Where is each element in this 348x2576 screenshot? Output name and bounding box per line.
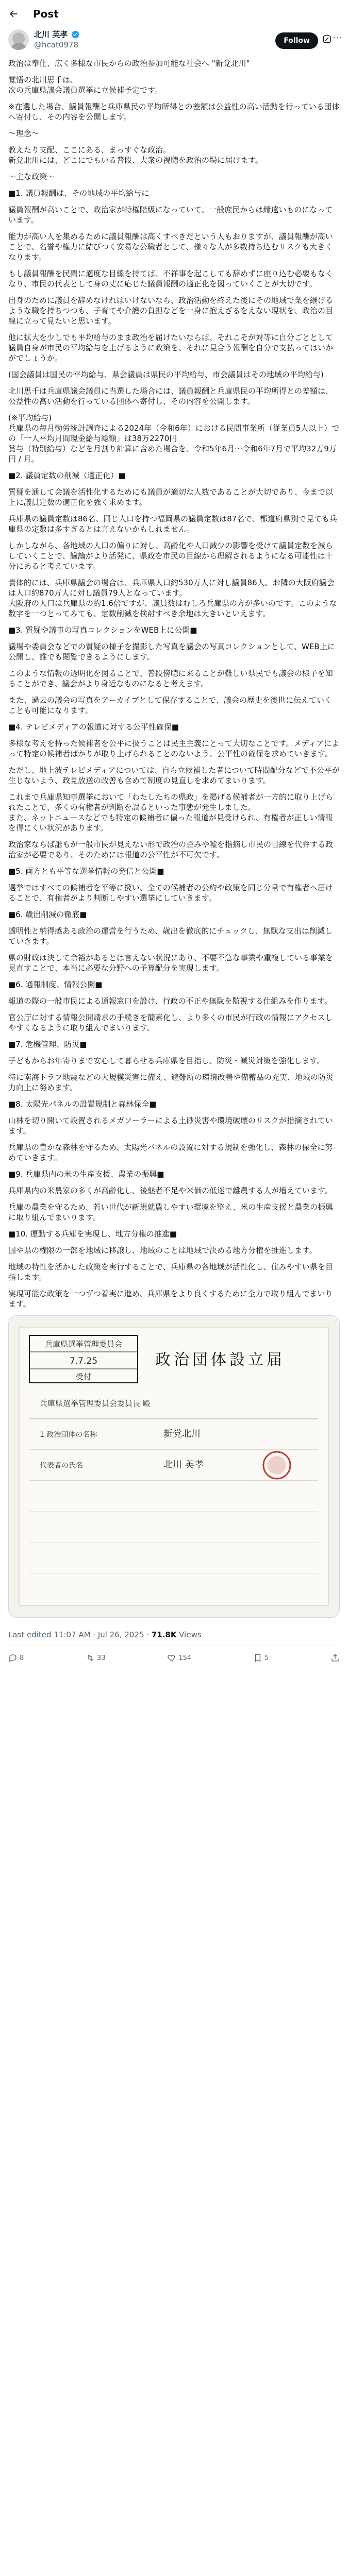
post-paragraph: 議場や委員会などでの質疑の様子を撮影した写真を議会の写真コレクションとして、WEB上に公開し、誰でも閲覧できるようにします。	[8, 642, 335, 662]
post-paragraph: 透明性と納得感ある政治の運営を行うため、歳出を徹底的にチェックし、無駄な支出は削減していきます。	[8, 926, 333, 946]
more-options-icon[interactable]: ⋯	[333, 32, 342, 43]
post-paragraph: 選挙ではすべての候補者を平等に扱い、全ての候補者の公約や政策を同じ分量で有権者へ届けることで、有権者がより判断しやすい選挙にしていきます。	[8, 883, 333, 903]
post-paragraph: 特に南海トラフ地震などの大規模災害に備え、避難所の環境改善や備蓄品の充実、地域の防災力向上に努めます。	[8, 1073, 334, 1092]
post-paragraph: 能力が高い人を集めるために議員報酬は高くすべきだという人もおりますが、議員報酬が高いことで、名誉や権力に結びつく安易な公職者として、様々な人が多数持ち込むリスクも大きくなります。	[8, 232, 333, 262]
post-paragraph: しかしながら、各地域の人口の偏りに対し、高齢化や人口減少の影響を受けて議員定数を減らしていくことで、議論がより活発に、県政を市民の目線から理解されるようになる可能性は十分にあると考えています。	[8, 541, 334, 571]
post-paragraph: 北川思千は兵庫県議会議員に当選した場合には、議員報酬と兵庫県民の平均所得との差額は、公益性の高い活動を行っている団体へ寄付し、その内容を公開します。	[8, 386, 334, 406]
post-paragraph: 兵庫県の議員定数は86名、同じ人口を持つ福岡県の議員定数は87名で、都道府県別で見ても兵庫県の定数は多すぎるとは言えないかもしれません。	[8, 514, 337, 534]
post-meta	[0, 1624, 348, 1646]
views-label: Views	[179, 1630, 202, 1639]
post-paragraph: 山林を切り開いて設置されるメガソーラーによる土砂災害や環境破壊のリスクが指摘されています。	[8, 1116, 333, 1136]
post-paragraph: ■2. 議員定数の削減（適正化）■	[8, 471, 126, 480]
post-paragraph: ■1. 議員報酬は、その地域の平均給与に	[8, 189, 150, 198]
post-paragraph: ■7. 危機管理、防災■	[8, 1040, 87, 1049]
post-paragraph: 議員報酬が高いことで、政治家が特権階級になっていて、一般庶民からは縁遠いものになっています。	[8, 205, 333, 225]
post-paragraph: 地域の特性を活かした政策を実行することで、兵庫県の各地域が活性化し、住みやすい県を目指します。	[8, 1262, 333, 1282]
post-paragraph: 官公庁に対する情報公開請求の手続きを簡素化し、より多くの市民が行政の情報にアクセスしやすくなるように取り組んでまいります。	[8, 1013, 333, 1032]
author-name-row[interactable]	[34, 29, 80, 40]
post-header	[0, 27, 348, 58]
rep-label: 代表者の氏名	[40, 1462, 83, 1470]
post-paragraph: 県の財政は決して余裕があるとは言えない状況にあり、不要不急な事業や重複している事業を見直すことで、本当に必要な分野への予算配分を実現します。	[8, 953, 334, 973]
follow-button[interactable]: Follow	[275, 32, 318, 49]
post-paragraph: ※在選した場合、議員報酬と兵庫県民の平均所得との差額は公益性の高い活動を行っている団体へ寄付し、その内容を公開します。	[8, 102, 340, 122]
document-photo	[9, 1316, 339, 1617]
post-paragraph: ■6. 歳出削減の徹底■	[8, 910, 87, 919]
author-handle[interactable]: @hcat0978	[34, 40, 79, 49]
post-paragraph: (国会議員は国民の平均給与、県会議員は県民の平均給与、市会議員はその地域の平均給与)	[8, 370, 324, 379]
post-paragraph: 兵庫県の豊かな森林を守るため、太陽光パネルの設置に対する規制を強化し、森林の保全に努めていきます。	[8, 1143, 333, 1162]
verified-badge-icon	[71, 30, 80, 39]
share-icon	[330, 1653, 340, 1663]
reply-count: 8	[20, 1654, 24, 1662]
post-paragraph: 覚悟の北川思千は、 次の兵庫県議会議員選挙に立候補予定です。	[8, 75, 162, 95]
post-paragraph: 多様な考えを持った候補者を公平に扱うことは民主主義にとって大切なことです。メディアによって特定の候補者ばかりが取り上げられることのないよう、公平性の確保を求めていきます。	[8, 739, 340, 758]
post-paragraph: ■3. 質疑や議事の写真コレクションをWEB上に公開■	[8, 625, 197, 635]
like-button[interactable]	[167, 1653, 191, 1663]
like-count: 154	[178, 1654, 192, 1662]
attached-image[interactable]	[8, 1315, 340, 1618]
post-paragraph: これまで兵庫県知事選挙において「わたしたちの県政」を掲げる候補者が一方的に取り上げられたことで、多くの有権者が判断を誤るといった事態が発生しました。 また、ネットニュースなどでも特定の候補者に偏った報道が見受けられ、有権者が正しい情報を得にくい状況があります。	[8, 792, 334, 833]
post-paragraph: 貴体的には、兵庫県議会の場合は、兵庫県人口約530万人に対し議員86人、お隣の大阪府議会は人口約870万人に対し議員79人となっています。 大阪府の人口は兵庫県の約1.6倍ですが、議員数はむしろ兵庫県の方が多いのです。このような数字を一つとってみても、定数削減を検討すべき余地は大きいといえます。	[8, 578, 337, 618]
post-paragraph: ■5. 両方とも平等な選挙情報の発信と公開■	[8, 867, 164, 876]
post-paragraph: ■4. テレビメディアの報道に対する公平性確保■	[8, 722, 179, 732]
post-paragraph: 政治は奉仕、広く多様な市民からの政治参加可能な社会へ "新党北川"	[8, 59, 250, 68]
stamp-top-text: 兵庫県選挙管理委員会	[44, 1340, 123, 1349]
post-paragraph: 兵庫の農業を守るため、若い世代が新規就農しやすい環境を整え、米の生産支援と農業の振興に取り組んでまいります。	[8, 1202, 334, 1222]
post-paragraph: 報道の際の一般市民による通報窓口を設け、行政の不正や無駄を監視する仕組みを作ります。	[8, 996, 333, 1006]
bookmark-count: 5	[264, 1654, 269, 1662]
post-paragraph: ■10. 運動する兵庫を実現し、地方分権の推進■	[8, 1229, 177, 1239]
post-paragraph: 兵庫県内の米農家の多くが高齢化し、後継者不足や米価の低迷で離農する人が増えています。	[8, 1186, 333, 1195]
org-label: 1 政治団体の名称	[40, 1431, 97, 1439]
repost-count: 33	[97, 1654, 106, 1662]
page-title: Post	[33, 7, 59, 20]
timestamp[interactable]: Last edited 11:07 AM · Jul 26, 2025 ·	[8, 1630, 150, 1639]
reply-icon	[8, 1653, 18, 1663]
post-paragraph: 実現可能な政策を一つずつ着実に進め、兵庫県をより良くするために全力で取り組んでまいります。	[8, 1289, 333, 1309]
view-count: 71.8K	[151, 1630, 177, 1639]
heart-icon	[167, 1653, 176, 1663]
document-addressee: 兵庫県選挙管理委員会委員長 殿	[40, 1399, 151, 1408]
post-paragraph: 政治家ならば誰もが一般市民が見えない形で政治の歪みや嘘を指摘し市民の目線を代弁する政治家が必要であり、そのためには報道の公平性が不可欠です。	[8, 840, 334, 859]
post-paragraph: 〜主な政策〜	[8, 172, 55, 181]
post-paragraph: このような情報の透明化を図ることで、普段傍聴に来ることが難しい県民でも議会の様子を知ることができ、議会がより身近なものになると考えます。	[8, 669, 333, 688]
avatar[interactable]	[8, 29, 29, 50]
post-paragraph: 教えたり支配、ここにある、まっすぐな政治。 新党北川には、どこにでもいる普段、大衆の視聴を政治の場に届けます。	[8, 145, 263, 165]
repost-button[interactable]	[86, 1653, 106, 1663]
post-paragraph: ■6. 通報制度、情報公開■	[8, 980, 103, 989]
rep-value: 北川 英孝	[163, 1460, 204, 1470]
post-paragraph: (※平均給与) 兵庫県の毎月勤労統計調査による2024年（令和6年）における民間事業所（従業員5人以上）での「一人平均月間現金給与総額」は38万2270円 賞与（特別給与）などを月割り計算に含めた場合を、令和5年6月〜令和6年7月で平均32万9万円 / 月。	[8, 413, 340, 464]
post-paragraph: ■9. 兵庫県内の米の生産支援、農業の振興■	[8, 1170, 164, 1179]
bookmark-icon	[253, 1653, 262, 1663]
reply-button[interactable]	[8, 1653, 24, 1663]
action-bar	[8, 1646, 340, 1670]
topbar	[0, 0, 348, 27]
share-button[interactable]	[330, 1653, 340, 1663]
post-paragraph: ただし、地上波テレビメディアについては、自ら立候補した者について時間配分などで不公平が生じないよう、政見放送の改善も含めて制度の見直しを求めてまいります。	[8, 766, 340, 785]
post-paragraph: もし議員報酬を民間に適度な目線を持てば、不祥事を起こしても辞めずに座り込む必要もなくなり、市民の代表として身の丈に応じた議員報酬の適正化を図っていくことが大切です。	[8, 269, 334, 289]
bookmark-button[interactable]	[253, 1653, 269, 1663]
post-paragraph: 質疑を通して会議を活性化するためにも議員が適切な人数であることが大切であり、今まで以上に議員定数の適正化を強く求めます。	[8, 487, 334, 507]
post-paragraph: 出身のために議員を辞めなければいけないなら、政治活動を終えた後にその地域で業を継げるような職を持ちつつも、子育てや介護の負担などを一身に抱えざるをえない現状を、政治の目線に立って見たいと思います。	[8, 296, 334, 326]
stamp-date-text: 7.7.25	[69, 1356, 98, 1366]
document-heading: 政治団体設立届	[155, 1351, 285, 1369]
repost-icon	[86, 1653, 95, 1663]
post-paragraph: ■8. 太陽光パネルの設置規制と森林保全■	[8, 1099, 157, 1109]
post-paragraph: 他に拡大を少しでも平均給与のまま政治を届けたいならば、それこそが対等に自分ごととして議員自身が市民の平均給与を上げるように政策を、それに見合う報酬を自分で支払ってはいかがでしょうか。	[8, 333, 334, 363]
post-text	[0, 58, 348, 1309]
org-value: 新党北川	[163, 1429, 201, 1439]
grok-icon[interactable]	[322, 35, 332, 44]
stamp-bottom-text: 受付	[75, 1372, 92, 1381]
back-arrow-icon[interactable]	[8, 9, 19, 19]
post-paragraph: また、過去の議会の写真をアーカイブとして保存することで、議会の歴史を後世に伝えていくことも可能になります。	[8, 696, 333, 715]
post-paragraph: 子どもからお年寄りまで安心して暮らせる兵庫県を目指し、防災・減災対策を強化します。	[8, 1056, 325, 1065]
post-paragraph: 国や県の権限の一部を地域に移譲し、地域のことは地域で決める地方分権を推進します。	[8, 1246, 317, 1255]
author-name[interactable]: 北川 英孝	[34, 30, 68, 39]
post-paragraph: 〜理念〜	[8, 129, 40, 138]
